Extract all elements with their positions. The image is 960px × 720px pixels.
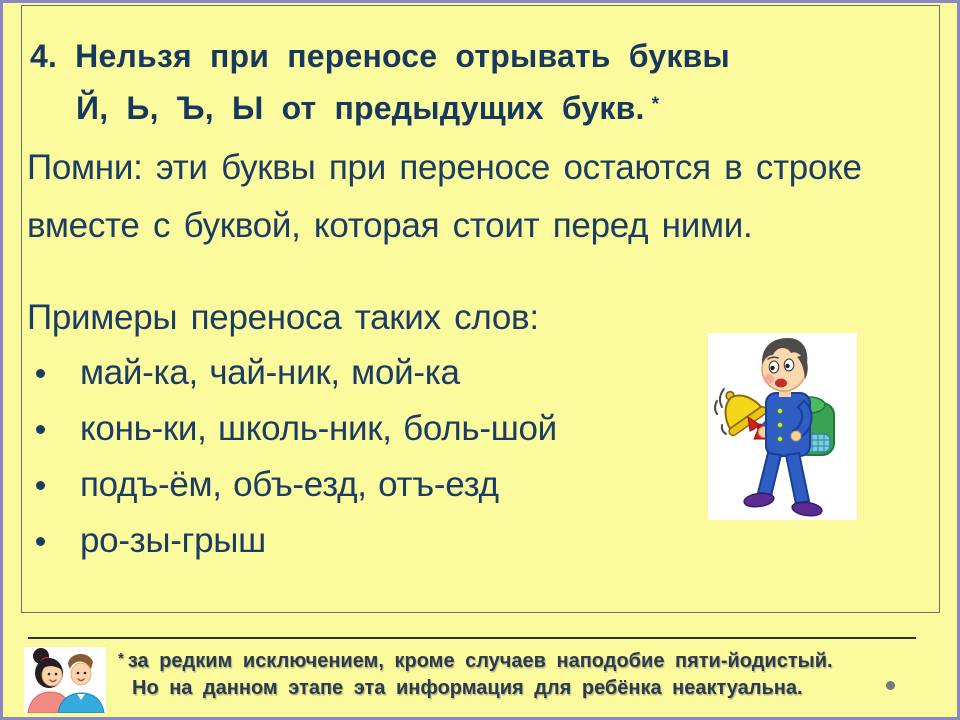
footnote-line2: Но на данном этапе эта информация для ребёнка неактуальна. (132, 677, 803, 699)
separator-line (28, 637, 916, 639)
example-item (36, 513, 557, 569)
examples-list (36, 345, 557, 569)
footnote-line1-text: за редким исключением, кроме случаев наподобие пяти-йодистый. (127, 650, 833, 672)
example-item (36, 457, 557, 513)
footnote (118, 645, 833, 702)
rule-title-line1: 4. Нельзя при переносе отрывать буквы (30, 38, 730, 74)
example-text: конь-ки, школь-ник, боль-шой (80, 409, 557, 448)
explanation-line2: вместе с буквой, которая стоит перед ними. (27, 206, 753, 245)
parents-image (24, 647, 106, 713)
example-text: май-ка, чай-ник, мой-ка (80, 353, 460, 392)
example-item (36, 345, 557, 401)
examples-heading: Примеры переноса таких слов: (27, 298, 539, 337)
parents-illustration (24, 647, 106, 713)
bullet-icon (36, 537, 45, 546)
rule-title-line2-text: Й, Ь, Ъ, Ы от предыдущих букв. (76, 90, 645, 126)
footnote-asterisk: * (118, 650, 124, 667)
rule-title-line2 (76, 90, 659, 127)
example-text: ро-зы-грыш (80, 521, 266, 560)
bullet-icon (36, 369, 45, 378)
boy-illustration (708, 333, 857, 520)
bullet-icon (36, 481, 45, 490)
explanation-line1: Помни: эти буквы при переносе остаются в строке (27, 148, 862, 187)
title-asterisk: * (651, 94, 660, 115)
footnote-line1 (118, 645, 833, 675)
bullet-icon (36, 425, 45, 434)
example-text: подъ-ём, объ-езд, отъ-езд (80, 465, 499, 504)
example-item (36, 401, 557, 457)
boy-with-bell-image (708, 333, 857, 520)
slide-marker-dot (886, 681, 895, 690)
